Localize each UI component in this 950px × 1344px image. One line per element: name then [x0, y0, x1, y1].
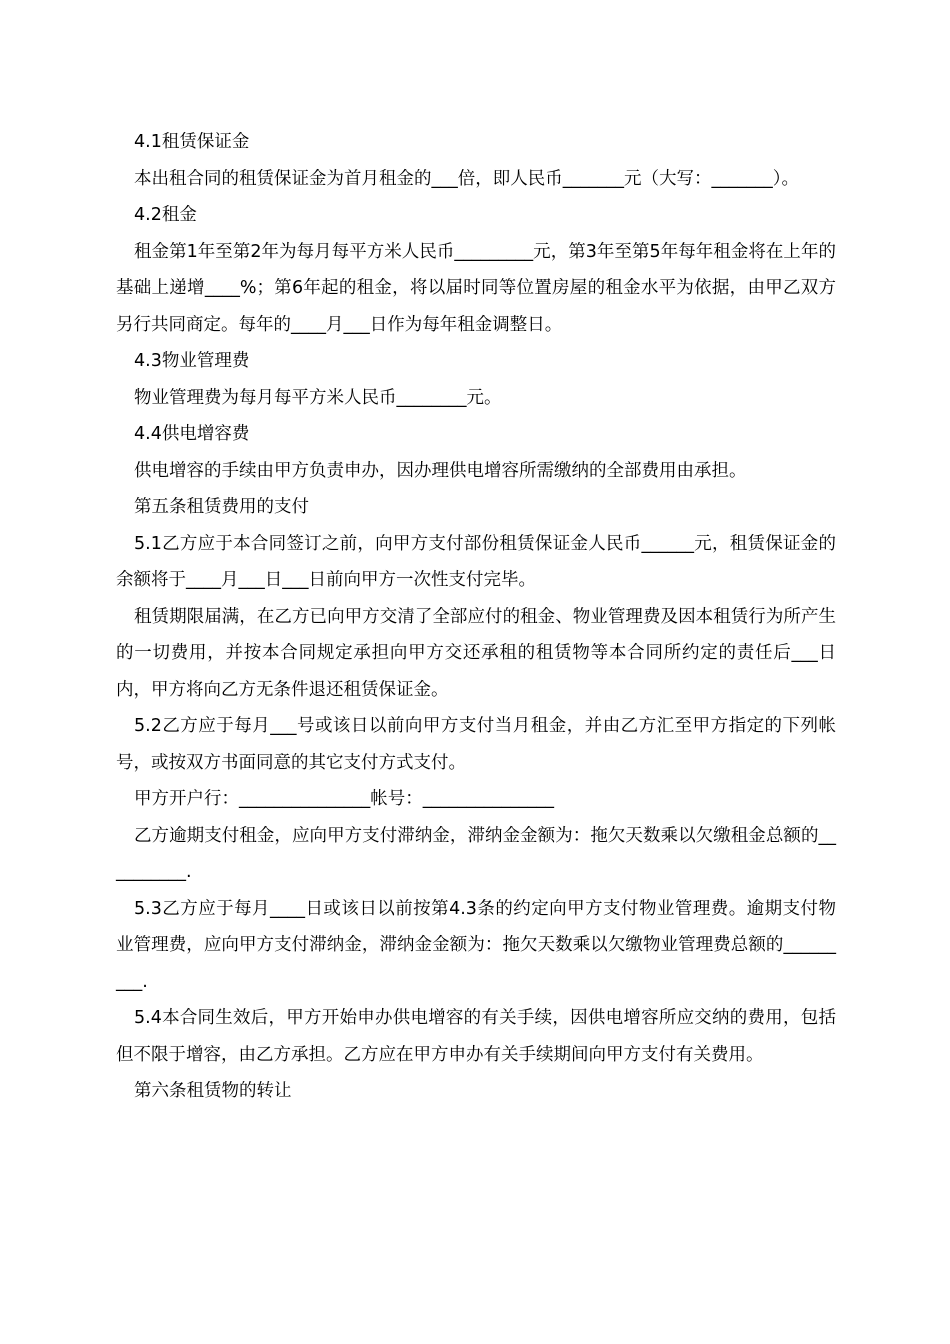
heading-article-6: 第六条租赁物的转让: [134, 1081, 292, 1101]
paragraph-bank-account: 甲方开户行：_______________帐号：_______________: [134, 789, 554, 809]
paragraph-power-capacity: 供电增容的手续由甲方负责申办，因办理供电增容所需缴纳的全部费用由承担。: [134, 460, 747, 481]
paragraph-late-rent: 乙方逾期支付租金，应向甲方支付滞纳金，滞纳金金额为：拖欠天数乘以欠缴租金总额的__________.: [116, 825, 836, 882]
heading-article-5: 第五条租赁费用的支付: [134, 497, 309, 517]
paragraph-5-3: 5.3乙方应于每月____日或该日以前按第4.3条的约定向甲方支付物业管理费。逾期支付物业管理费，应向甲方支付滞纳金，滞纳金金额为：拖欠天数乘以欠缴物业管理费总额的_________.: [116, 898, 836, 992]
paragraph-rent: 租金第1年至第2年为每月每平方米人民币_________元，第3年至第5年每年租金将在上年的基础上递增____%；第6年起的租金，将以届时同等位置房屋的租金水平为依据，由甲乙双方另行共同商定。每年的____月___日作为每年租金调整日。: [116, 241, 836, 335]
paragraph-5-2: 5.2乙方应于每月___号或该日以前向甲方支付当月租金，并由乙方汇至甲方指定的下列帐号，或按双方书面同意的其它支付方式支付。: [116, 716, 836, 773]
heading-4-2: 4.2租金: [134, 205, 197, 225]
heading-4-3: 4.3物业管理费: [134, 351, 250, 371]
heading-4-4: 4.4供电增容费: [134, 424, 250, 444]
heading-4-1: 4.1租赁保证金: [134, 132, 250, 152]
paragraph-5-1: 5.1乙方应于本合同签订之前，向甲方支付部份租赁保证金人民币______元，租赁保证金的余额将于____月___日___日前向甲方一次性支付完毕。: [116, 533, 836, 590]
paragraph-deposit: 本出租合同的租赁保证金为首月租金的___倍，即人民币_______元（大写：_______）。: [134, 168, 799, 189]
paragraph-5-4: 5.4本合同生效后，甲方开始申办供电增容的有关手续，因供电增容所应交纳的费用，包括但不限于增容，由乙方承担。乙方应在甲方申办有关手续期间向甲方支付有关费用。: [116, 1008, 836, 1065]
paragraph-property-fee: 物业管理费为每月每平方米人民币________元。: [134, 387, 502, 408]
document-page: [116, 124, 836, 1110]
paragraph-deposit-refund: 租赁期限届满，在乙方已向甲方交清了全部应付的租金、物业管理费及因本租赁行为所产生的一切费用，并按本合同规定承担向甲方交还承租的租赁物等本合同所约定的责任后___日内，甲方将向乙方无条件退还租赁保证金。: [116, 606, 836, 700]
